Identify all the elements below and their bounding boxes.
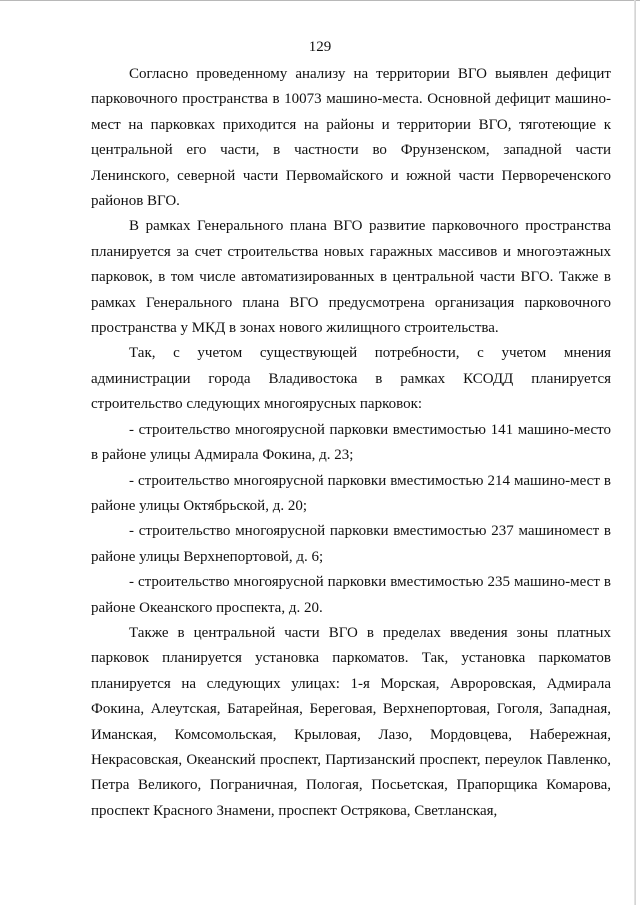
- paragraph-planned-parkings-intro: Так, с учетом существующей потребности, с учетом мнения администрации города Владивостока в рамках КСОДД планируется строительство следующих многоярусных парковок:: [91, 345, 611, 413]
- paragraph-parking-meters: Также в центральной части ВГО в пределах введения зоны платных парковок планируется установка паркоматов. Так, установка паркоматов планируется на следующих улицах: 1-я Морская, Авроровская, Адмирала Фокина, Алеутская, Батарейная, Береговая, Верхнепортовая, Гоголя, Западная, Иманская, Комсомольская, Крыловая, Лазо, Мордовцева, Набережная, Некрасовская, Океанский проспект, Партизанский проспект, переулок Павленко, Петра Великого, Пограничная, Пологая, Посьетская, Прапорщика Комарова, проспект Красного Знамени, проспект Острякова, Светланская,: [91, 624, 611, 819]
- paragraph-general-plan: В рамках Генерального плана ВГО развитие парковочного пространства планируется за счет строительства новых гаражных массивов и многоэтажных парковок, в том числе автоматизированных в центральной части ВГО. Также в рамках Генерального плана ВГО предусмотрена организация парковочного пространства у МКД в зонах нового жилищного строительства.: [91, 218, 611, 337]
- list-item-parking-235: - строительство многоярусной парковки вместимостью 235 машино-мест в районе Океанского проспекта, д. 20.: [91, 574, 611, 616]
- page-number: 129: [308, 39, 332, 55]
- list-item-parking-237: - строительство многоярусной парковки вместимостью 237 машиномест в районе улицы Верхнепортовой, д. 6;: [91, 523, 611, 565]
- list-item-parking-214: - строительство многоярусной парковки вместимостью 214 машино-мест в районе улицы Октябрьской, д. 20;: [91, 472, 611, 514]
- body-text: [91, 62, 611, 824]
- list-item-parking-141: - строительство многоярусной парковки вместимостью 141 машино-место в районе улицы Адмирала Фокина, д. 23;: [91, 421, 611, 464]
- paragraph-parking-deficit: Согласно проведенному анализу на территории ВГО выявлен дефицит парковочного пространства в 10073 машино-места. Основной дефицит машино-мест на парковках приходится на районы и территории ВГО, тяготеющие к центральной его части, в частности во Фрунзенском, западной части Ленинского, северной части Первомайского и южной части Первореченского районов ВГО.: [91, 66, 611, 210]
